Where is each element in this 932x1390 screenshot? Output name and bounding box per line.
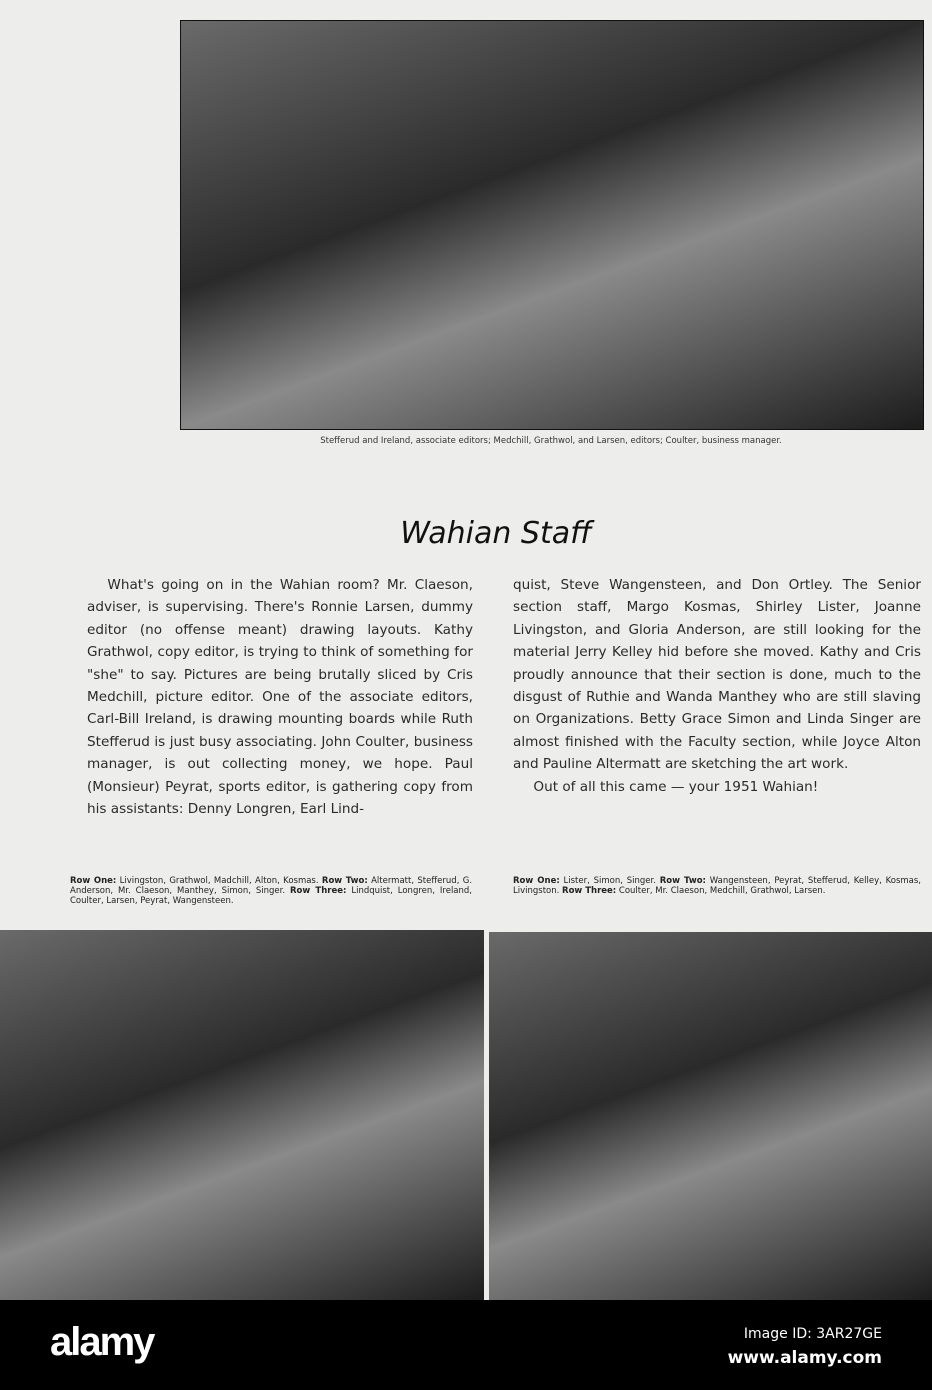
image-id: Image ID: 3AR27GE [743, 1326, 882, 1342]
watermark-footer [0, 1300, 932, 1390]
staff-editors-photo [180, 20, 924, 430]
page-title: Wahian Staff [400, 516, 592, 551]
body-column-right [513, 574, 921, 798]
row-label: Row Two: [321, 876, 368, 886]
closing-line: Out of all this came — your 1951 Wahian! [533, 778, 819, 795]
body-paragraph: What's going on in the Wahian room? Mr. Claeson, adviser, is supervising. There's Ronnie Larsen, dummy editor (no offense meant) drawing layouts. Kathy Grathwol, copy editor, is trying to think of something for "she" to say. Pictures are being brutally sliced by Cris Medchill, picture editor. One of the associate editors, Carl-Bill Ireland, is drawing mounting boards while Ruth Stefferud is just busy associating. John Coulter, business manager, is out collecting money, we hope. Paul (Monsieur) Peyrat, sports editor, is gathering copy from his assistants: Denny Longren, Earl Lind- [87, 577, 473, 818]
right-photo-caption [513, 876, 921, 896]
alamy-logo: alamy [50, 1320, 154, 1364]
top-photo-caption: Stefferud and Ireland, associate editors; Medchill, Grathwol, and Larsen, editors; Coulter, business manager. [320, 436, 782, 446]
row-names: Lindquist, Longren, Ireland, Coulter, Larsen, Peyrat, Wangensteen. [70, 886, 473, 906]
classroom-photo-right [489, 932, 932, 1300]
body-paragraph: quist, Steve Wangensteen, and Don Ortley. The Senior section staff, Margo Kosmas, Shirley Lister, Joanne Livingston, and Gloria Anderson, are still looking for the material Jerry Kelley hid before she moved. Kathy and Cris proudly announce that their section is done, much to the disgust of Ruthie and Wanda Manthey who are still slaving on Organizations. Betty Grace Simon and Linda Singer are almost finished with the Faculty section, while Joyce Alton and Pauline Altermatt are sketching the art work. [513, 577, 921, 773]
row-label: Row Three: [290, 886, 347, 896]
row-label: Row One: [513, 876, 560, 886]
site-url: www.alamy.com [727, 1348, 882, 1368]
row-label: Row One: [70, 876, 117, 886]
row-label: Row Three: [562, 886, 617, 896]
row-names: Altermatt, Stefferud, G. Anderson, Mr. Claeson, Manthey, Simon, Singer. [70, 876, 473, 896]
row-label: Row Two: [659, 876, 706, 886]
left-photo-caption [70, 876, 472, 906]
row-names: Lister, Simon, Singer. [559, 876, 660, 886]
body-column-left [87, 574, 473, 820]
group-photo-left [0, 930, 484, 1300]
row-names: Wangensteen, Peyrat, Stefferud, Kelley, Kosmas, Livingston. [513, 876, 921, 896]
row-names: Coulter, Mr. Claeson, Medchill, Grathwol, Larsen. [616, 886, 826, 896]
row-names: Livingston, Grathwol, Madchill, Alton, Kosmas. [116, 876, 322, 886]
